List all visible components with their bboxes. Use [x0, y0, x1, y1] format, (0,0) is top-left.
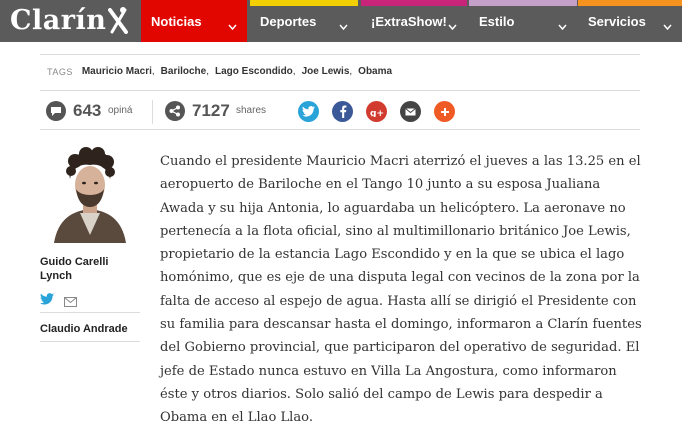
tags-row: [47, 66, 392, 77]
email-icon[interactable]: [64, 294, 77, 312]
tags-label: TAGS: [47, 66, 73, 77]
divider: [40, 129, 640, 130]
tag-separator: ,: [292, 66, 296, 77]
tag-separator: ,: [206, 66, 210, 77]
author-name-line: Guido Carelli: [40, 256, 109, 268]
chevron-down-icon[interactable]: [228, 18, 237, 33]
top-navigation-bar: [0, 0, 682, 42]
nav-label: Servicios: [588, 13, 646, 29]
logo-text: Clarín: [10, 4, 107, 36]
tag-separator: ,: [349, 66, 353, 77]
clarin-logo[interactable]: [10, 3, 128, 37]
nav-servicios[interactable]: [578, 0, 682, 42]
plus-icon[interactable]: [434, 101, 455, 122]
nav-color-stripe: [361, 0, 467, 6]
nav-noticias[interactable]: [141, 0, 247, 42]
nav-label: Deportes: [260, 13, 317, 29]
google-plus-icon[interactable]: [366, 101, 387, 122]
nav-estilo[interactable]: [469, 0, 577, 42]
tag-link[interactable]: Bariloche: [160, 66, 207, 77]
tag-separator: ,: [151, 66, 155, 77]
shares-label: shares: [236, 105, 267, 116]
tag-link[interactable]: Lago Escondido: [215, 66, 293, 77]
nav-deportes[interactable]: [250, 0, 358, 42]
nav-color-stripe: [469, 0, 577, 6]
share-bar: [40, 94, 640, 128]
share-icon[interactable]: [165, 101, 185, 121]
author-name[interactable]: [40, 255, 108, 283]
nav-label: ¡ExtraShow!: [371, 13, 447, 29]
chevron-down-icon[interactable]: [558, 18, 567, 33]
twitter-icon[interactable]: [40, 292, 54, 310]
svg-text:g+: g+: [369, 108, 384, 117]
tag-link[interactable]: Obama: [358, 66, 393, 77]
logo-x-mark-icon: [108, 6, 128, 34]
facebook-icon[interactable]: [332, 101, 353, 122]
nav-color-stripe: [250, 0, 358, 6]
comment-bubble-icon[interactable]: [46, 101, 66, 121]
nav-label: Noticias: [151, 13, 202, 29]
divider: [40, 341, 140, 342]
author-photo: [40, 143, 140, 243]
divider: [40, 54, 640, 55]
twitter-icon[interactable]: [298, 101, 319, 122]
author-name[interactable]: Claudio Andrade: [40, 323, 128, 335]
chevron-down-icon[interactable]: [448, 18, 457, 33]
nav-color-stripe: [578, 0, 682, 6]
nav-color-stripe: [141, 0, 247, 6]
divider: [40, 90, 640, 91]
shares-count: 7127: [192, 101, 230, 120]
chevron-down-icon[interactable]: [663, 18, 672, 33]
nav-label: Estilo: [479, 13, 515, 29]
divider: [152, 100, 153, 124]
email-icon[interactable]: [400, 101, 421, 122]
article-body: Cuando el presidente Mauricio Macri aterrizó el jueves a las 13.25 en el aeropuerto de Bariloche en el Tango 10 junto a su esposa Jualiana Awada y su hija Antonia, lo aguardaba un helicóptero. La aeronave no pertenecía a la flota oficial, sino al multimillonario británico Joe Lewis, propietario de la estancia Lago Escondido y en la que se ubica el lago homónimo, que es eje de una disputa legal con vecinos de la zona por la falta de acceso al espejo de agua. Hasta allí se dirigió el Presidente con su familia para descansar hasta el domingo, informaron a Clarín fuentes del Gobierno provincial, que participaron del operativo de seguridad. El jefe de Estado nunca estuvo en Villa La Angostura, como informaron éste y otros diarios. Solo salió del campo de Lewis para despedir a Obama en el Llao Llao.: [160, 154, 642, 424]
divider: [40, 312, 140, 313]
author-name-line: Lynch: [40, 270, 72, 282]
tag-link[interactable]: Joe Lewis: [301, 66, 350, 77]
tag-link[interactable]: Mauricio Macri: [81, 66, 152, 77]
comments-label[interactable]: opiná: [108, 105, 133, 116]
chevron-down-icon[interactable]: [339, 18, 348, 33]
comments-count[interactable]: 643: [73, 101, 102, 120]
nav-extrashow[interactable]: [361, 0, 467, 42]
